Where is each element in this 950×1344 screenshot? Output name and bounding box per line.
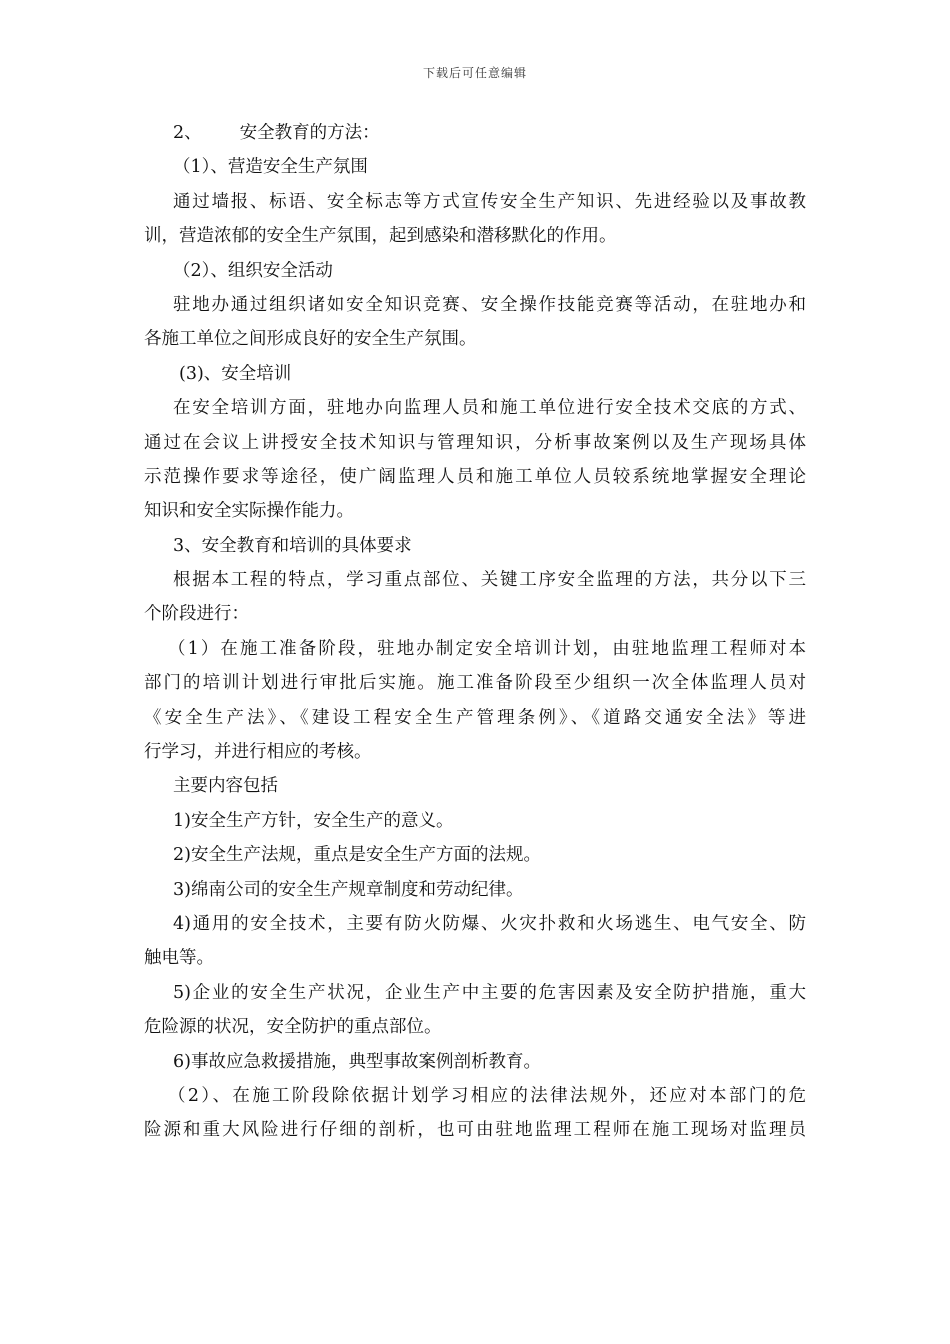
section-2-number: 2、 [173,123,202,143]
list-item: 4)通用的安全技术，主要有防火防爆、火灾扑救和火场逃生、电气安全、防 [173,913,806,934]
document-body [144,116,806,1148]
paragraph-line: （2）、在施工阶段除依据计划学习相应的法律法规外，还应对本部门的危 [168,1085,806,1106]
page-header-note: 下载后可任意编辑 [422,66,527,80]
subsection-2-2-title: （2）、组织安全活动 [173,260,333,281]
section-2-title: 安全教育的方法： [239,123,380,143]
paragraph-line: 行学习，并进行相应的考核。 [144,742,372,763]
section-2-heading [144,116,806,150]
paragraph-line: 个阶段进行： [144,604,249,625]
paragraph-line: 知识和安全实际操作能力。 [144,501,354,522]
list-item-continuation: 危险源的状况，安全防护的重点部位。 [144,1017,442,1038]
paragraph-line: 根据本工程的特点，学习重点部位、关键工序安全监理的方法，共分以下三 [173,570,806,591]
paragraph-line: 各施工单位之间形成良好的安全生产氛围。 [144,329,477,350]
paragraph-line: 通过在会议上讲授安全技术知识与管理知识，分析事故案例以及生产现场具体 [144,432,806,453]
list-item-continuation: 触电等。 [144,948,214,969]
subsection-2-3-title: (3)、安全培训 [179,363,292,384]
paragraph-line: （1）在施工准备阶段，驻地办制定安全培训计划，由驻地监理工程师对本 [168,638,806,659]
list-item: 5)企业的安全生产状况，企业生产中主要的危害因素及安全防护措施，重大 [173,982,806,1003]
paragraph-line: 驻地办通过组织诸如安全知识竞赛、安全操作技能竞赛等活动，在驻地办和 [173,294,806,315]
paragraph-line: 部门的培训计划进行审批后实施。施工准备阶段至少组织一次全体监理人员对 [144,673,806,694]
main-content-title: 主要内容包括 [173,776,278,797]
list-item: 6)事故应急救援措施，典型事故案例剖析教育。 [173,1051,541,1072]
list-item: 2)安全生产法规，重点是安全生产方面的法规。 [173,845,541,866]
paragraph-line: 示范操作要求等途径，使广阔监理人员和施工单位人员较系统地掌握安全理论 [144,466,806,487]
subsection-2-1-title: （1）、营造安全生产氛围 [173,157,368,178]
paragraph-line: 在安全培训方面，驻地办向监理人员和施工单位进行安全技术交底的方式、 [173,398,806,419]
section-3-title: 3、安全教育和培训的具体要求 [173,535,412,556]
list-item: 1)安全生产方针，安全生产的意义。 [173,810,454,831]
paragraph-line: 险源和重大风险进行仔细的剖析，也可由驻地监理工程师在施工现场对监理员 [144,1120,806,1141]
paragraph-line: 通过墙报、标语、安全标志等方式宣传安全生产知识、先进经验以及事故教 [173,191,806,212]
list-item: 3)绵南公司的安全生产规章制度和劳动纪律。 [173,879,524,900]
paragraph-line: 《安全生产法》、《建设工程安全生产管理条例》、《道路交通安全法》等进 [144,707,806,728]
paragraph-line: 训，营造浓郁的安全生产氛围，起到感染和潜移默化的作用。 [144,226,617,247]
